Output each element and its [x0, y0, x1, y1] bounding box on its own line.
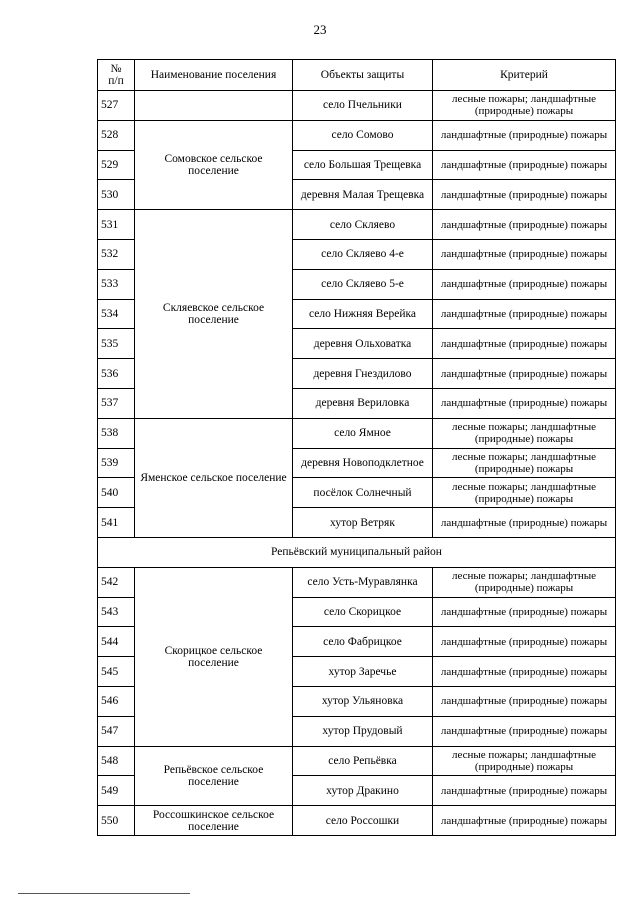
protection-object: село Репьёвка [293, 746, 433, 776]
protection-object: деревня Малая Трещевка [293, 180, 433, 210]
protection-object: село Усть-Муравлянка [293, 567, 433, 597]
row-number: 531 [98, 210, 135, 240]
criterion: ландшафтные (природные) пожары [433, 627, 616, 657]
row-number: 539 [98, 448, 135, 478]
row-number: 536 [98, 359, 135, 389]
protection-object: село Пчельники [293, 91, 433, 121]
row-number: 538 [98, 418, 135, 448]
criterion: ландшафтные (природные) пожары [433, 776, 616, 806]
row-number: 543 [98, 597, 135, 627]
protection-object: село Скляево 5-е [293, 269, 433, 299]
row-number: 546 [98, 686, 135, 716]
protection-object: хутор Заречье [293, 657, 433, 687]
criterion: ландшафтные (природные) пожары [433, 359, 616, 389]
criterion: ландшафтные (природные) пожары [433, 686, 616, 716]
row-number: 550 [98, 806, 135, 836]
table-row [98, 567, 616, 597]
page-number: 23 [313, 22, 327, 37]
row-number: 548 [98, 746, 135, 776]
protection-object: хутор Прудовый [293, 716, 433, 746]
header-num: № п/п [98, 60, 135, 91]
table-row [98, 418, 616, 448]
settlement-name: Сомовское сельское поселение [135, 120, 293, 209]
criterion: ландшафтные (природные) пожары [433, 388, 616, 418]
row-number: 547 [98, 716, 135, 746]
protection-object: село Большая Трещевка [293, 150, 433, 180]
criterion: лесные пожары; ландшафтные (природные) пожары [433, 448, 616, 478]
row-number: 535 [98, 329, 135, 359]
row-number: 541 [98, 508, 135, 538]
criterion: ландшафтные (природные) пожары [433, 657, 616, 687]
criterion: ландшафтные (природные) пожары [433, 806, 616, 836]
criterion: ландшафтные (природные) пожары [433, 716, 616, 746]
row-number: 528 [98, 120, 135, 150]
protection-object: село Скляево 4-е [293, 239, 433, 269]
district-row [98, 537, 616, 567]
table-body [98, 91, 616, 836]
protection-object: деревня Вериловка [293, 388, 433, 418]
criterion: лесные пожары; ландшафтные (природные) пожары [433, 567, 616, 597]
settlement-name: Скляевское сельское поселение [135, 210, 293, 419]
row-number: 540 [98, 478, 135, 508]
protection-object: хутор Ветряк [293, 508, 433, 538]
footnote-rule [18, 893, 190, 894]
protection-object: село Ямное [293, 418, 433, 448]
criterion: ландшафтные (природные) пожары [433, 269, 616, 299]
criterion: ландшафтные (природные) пожары [433, 180, 616, 210]
row-number: 549 [98, 776, 135, 806]
row-number: 534 [98, 299, 135, 329]
protection-object: село Сомово [293, 120, 433, 150]
protection-object: село Скляево [293, 210, 433, 240]
criterion: ландшафтные (природные) пожары [433, 239, 616, 269]
settlement-name: Репьёвское сельское поселение [135, 746, 293, 806]
criterion: ландшафтные (природные) пожары [433, 329, 616, 359]
table-row [98, 746, 616, 776]
protection-objects-table [97, 59, 616, 836]
criterion: ландшафтные (природные) пожары [433, 210, 616, 240]
criterion: ландшафтные (природные) пожары [433, 120, 616, 150]
protection-object: село Нижняя Верейка [293, 299, 433, 329]
protection-object: деревня Ольховатка [293, 329, 433, 359]
table-row [98, 91, 616, 121]
settlement-name: Скорицкое сельское поселение [135, 567, 293, 746]
table-row [98, 806, 616, 836]
row-number: 544 [98, 627, 135, 657]
row-number: 530 [98, 180, 135, 210]
criterion: ландшафтные (природные) пожары [433, 150, 616, 180]
criterion: лесные пожары; ландшафтные (природные) пожары [433, 478, 616, 508]
criterion: ландшафтные (природные) пожары [433, 597, 616, 627]
row-number: 529 [98, 150, 135, 180]
criterion: лесные пожары; ландшафтные (природные) пожары [433, 418, 616, 448]
criterion: лесные пожары; ландшафтные (природные) пожары [433, 746, 616, 776]
row-number: 533 [98, 269, 135, 299]
protection-object: деревня Новоподклетное [293, 448, 433, 478]
protection-object: хутор Дракино [293, 776, 433, 806]
row-number: 527 [98, 91, 135, 121]
protection-object: село Скорицкое [293, 597, 433, 627]
protection-object: хутор Ульяновка [293, 686, 433, 716]
row-number: 537 [98, 388, 135, 418]
settlement-name [135, 91, 293, 121]
header-settlement: Наименование поселения [135, 60, 293, 91]
row-number: 545 [98, 657, 135, 687]
table-row [98, 210, 616, 240]
table-header-row [98, 60, 616, 91]
protection-object: село Фабрицкое [293, 627, 433, 657]
criterion: лесные пожары; ландшафтные (природные) пожары [433, 91, 616, 121]
header-criterion: Критерий [433, 60, 616, 91]
protection-object: посёлок Солнечный [293, 478, 433, 508]
table-row [98, 120, 616, 150]
header-object: Объекты защиты [293, 60, 433, 91]
protection-object: деревня Гнездилово [293, 359, 433, 389]
row-number: 542 [98, 567, 135, 597]
protection-object: село Россошки [293, 806, 433, 836]
settlement-name: Россошкинское сельское поселение [135, 806, 293, 836]
criterion: ландшафтные (природные) пожары [433, 299, 616, 329]
settlement-name: Яменское сельское поселение [135, 418, 293, 537]
criterion: ландшафтные (природные) пожары [433, 508, 616, 538]
district-name: Репьёвский муниципальный район [98, 537, 616, 567]
row-number: 532 [98, 239, 135, 269]
